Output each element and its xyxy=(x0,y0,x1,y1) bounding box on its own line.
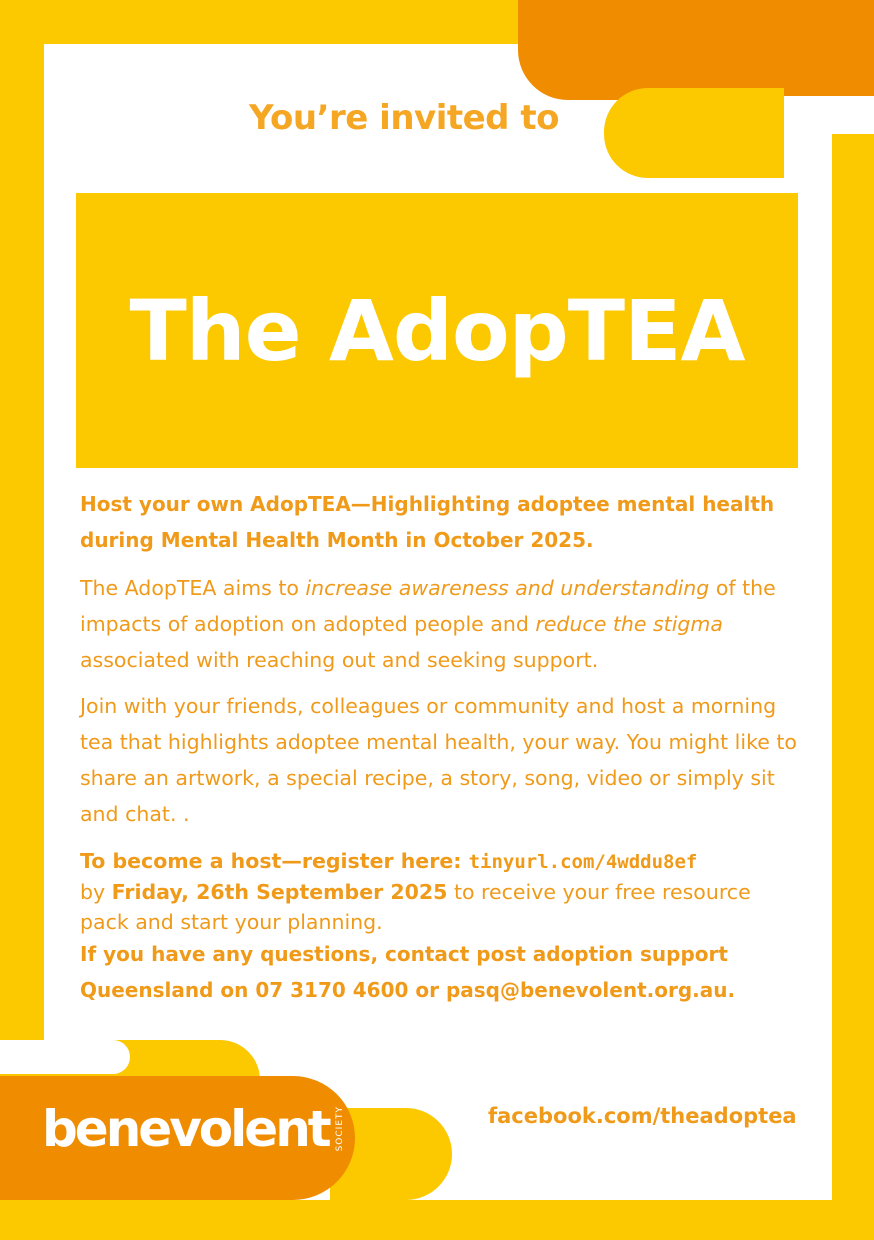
host-heading xyxy=(80,486,800,558)
benevolent-logo xyxy=(42,1100,345,1158)
title-band xyxy=(76,193,798,468)
aims-paragraph xyxy=(80,570,800,678)
host-heading-line2: during Mental Health Month in October 2025. xyxy=(80,528,594,552)
host-heading-line1: Host your own AdopTEA—Highlighting adoptee mental health xyxy=(80,492,775,516)
register-by: by xyxy=(80,880,112,904)
yellow-bottom-strip xyxy=(0,1200,874,1240)
logo-wordmark: benevolent xyxy=(42,1100,329,1158)
register-link[interactable]: tinyurl.com/4wddu8ef xyxy=(468,851,698,873)
join-paragraph: Join with your friends, colleagues or community and host a morning tea that highlights adoptee mental health, your way. You might like to share an artwork, a special recipe, a story, song, video or simply sit and chat. . xyxy=(80,694,797,826)
questions-paragraph: If you have any questions, contact post adoption support Queensland on 07 3170 4600 or pasq@benevolent.org.au. xyxy=(80,942,736,1002)
aims-text-1: The AdopTEA aims to xyxy=(80,576,306,600)
invited-heading: You’re invited to xyxy=(249,98,559,138)
orange-top-shape xyxy=(518,0,874,100)
aims-text-3: associated with reaching out and seeking support. xyxy=(80,648,599,672)
event-title: The AdopTEA xyxy=(129,281,745,380)
logo-society: SOCIETY xyxy=(334,1106,345,1152)
register-label: To become a host—register here: xyxy=(80,849,469,873)
register-rest: to receive your free resource pack and start your planning. xyxy=(80,880,751,934)
aims-italic-1: increase awareness and understanding xyxy=(305,576,710,600)
white-pill-bottom-shape xyxy=(0,1040,130,1074)
aims-text-2: of the impacts of adoption on adopted people and xyxy=(80,576,776,636)
register-block xyxy=(80,846,800,937)
register-deadline: Friday, 26th September 2025 xyxy=(111,880,448,904)
facebook-link[interactable]: facebook.com/theadoptea xyxy=(488,1104,797,1128)
aims-italic-2: reduce the stigma xyxy=(535,612,723,636)
